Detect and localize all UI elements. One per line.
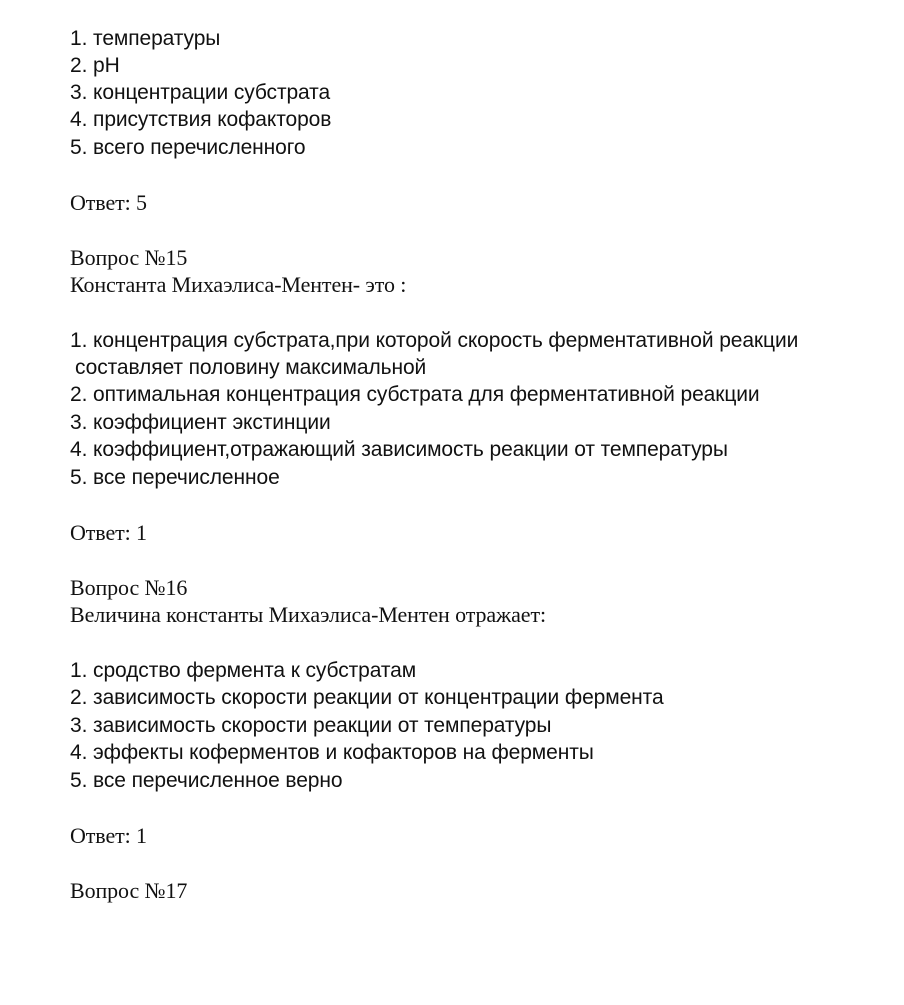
q16-title: Вопрос №16 (70, 575, 188, 600)
q16-option-5: 5. все перечисленное верно (70, 769, 343, 792)
q14-option-3: 3. концентрации субстрата (70, 81, 331, 104)
q14-option-4: 4. присутствия кофакторов (70, 108, 332, 131)
q14-answer: Ответ: 5 (70, 190, 147, 215)
q15-option-1-continued: составляет половину максимальной (75, 356, 427, 379)
q16-question: Величина константы Михаэлиса-Ментен отражает: (70, 602, 546, 627)
q16-answer: Ответ: 1 (70, 823, 147, 848)
q14-option-1: 1. температуры (70, 27, 221, 50)
q15-option-3: 3. коэффициент экстинции (70, 411, 331, 434)
q15-question: Константа Михаэлиса-Ментен- это : (70, 272, 407, 297)
q16-option-2: 2. зависимость скорости реакции от концентрации фермента (70, 686, 664, 709)
q16-option-1: 1. сродство фермента к субстратам (70, 659, 417, 682)
q15-answer: Ответ: 1 (70, 520, 147, 545)
q15-option-4: 4. коэффициент,отражающий зависимость реакции от температуры (70, 438, 728, 461)
q15-title: Вопрос №15 (70, 245, 188, 270)
q15-option-2: 2. оптимальная концентрация субстрата для ферментативной реакции (70, 383, 760, 406)
q14-option-2: 2. pH (70, 54, 120, 77)
q15-option-1: 1. концентрация субстрата,при которой скорость ферментативной реакции (70, 329, 799, 352)
q14-option-5: 5. всего перечисленного (70, 136, 306, 159)
q17-title: Вопрос №17 (70, 878, 188, 903)
q16-option-3: 3. зависимость скорости реакции от температуры (70, 714, 552, 737)
q15-option-5: 5. все перечисленное (70, 466, 280, 489)
q16-option-4: 4. эффекты коферментов и кофакторов на ферменты (70, 741, 594, 764)
